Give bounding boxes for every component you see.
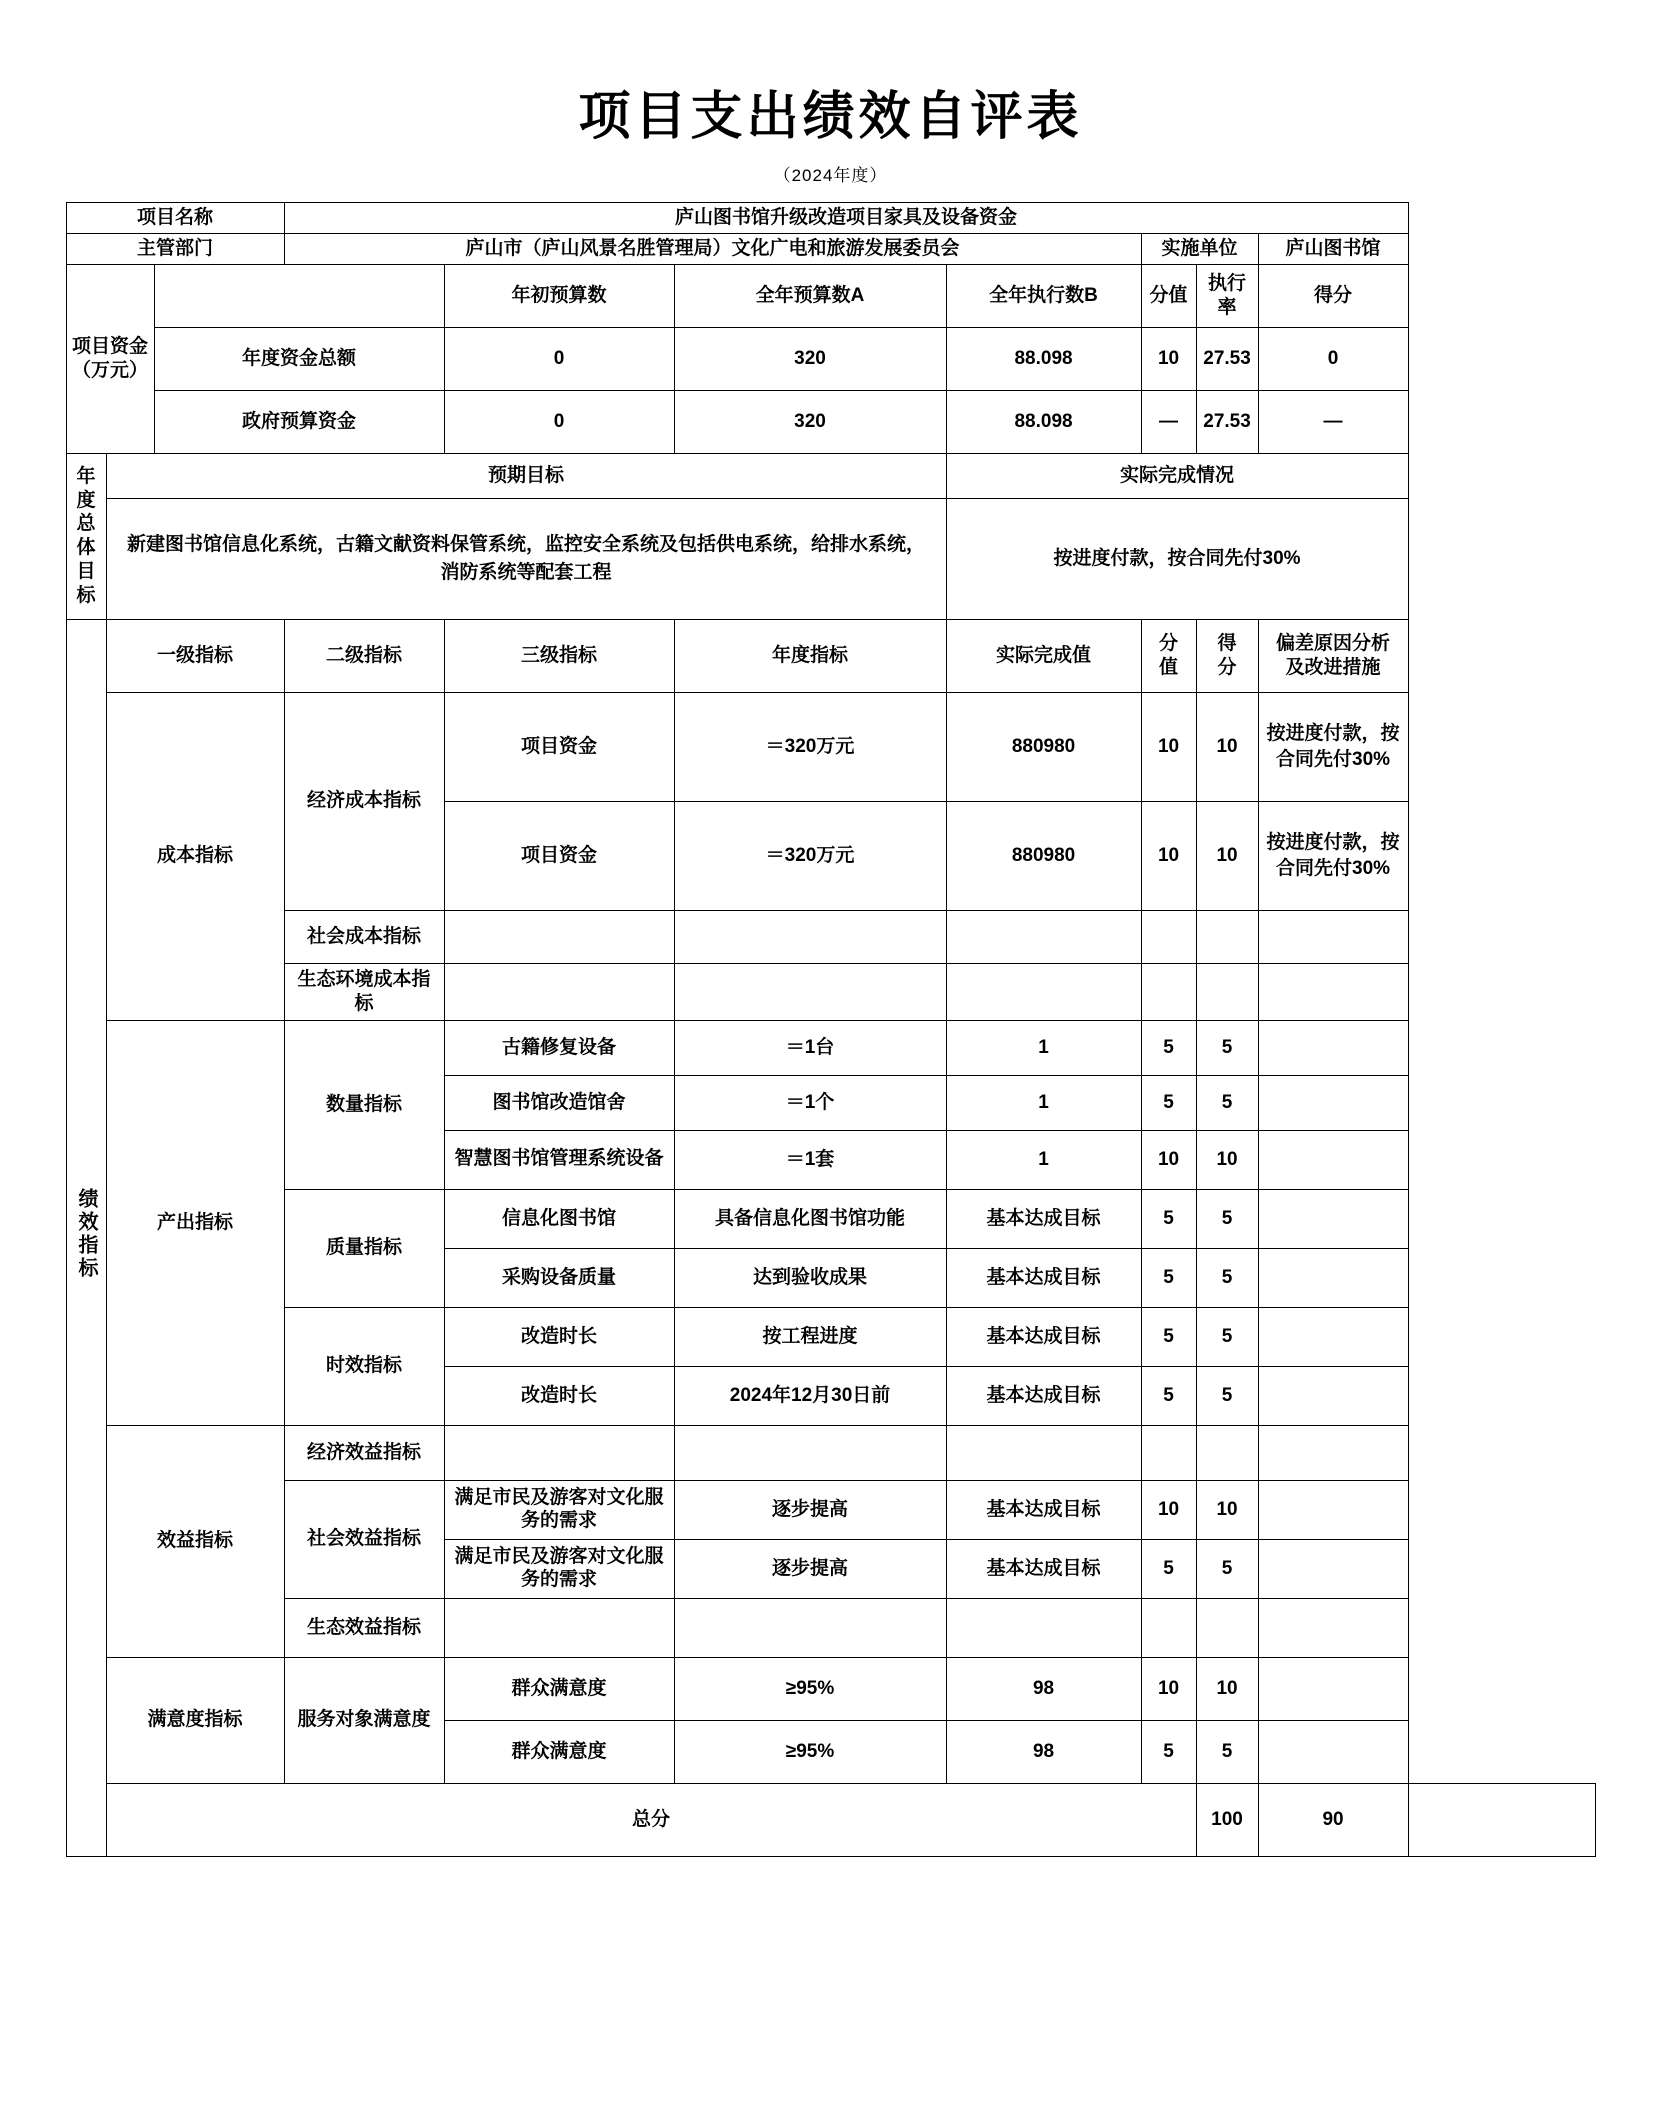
header-score-line2: 分 (1217, 656, 1237, 678)
level3-label (444, 963, 674, 1020)
score-value (1141, 1598, 1196, 1657)
actual-value: 基本达成目标 (946, 1189, 1141, 1248)
annual-target: ＝320万元 (674, 801, 946, 910)
header-level3: 三级指标 (444, 619, 674, 692)
page-title: 项目支出绩效自评表 (578, 89, 1083, 146)
table-row-total (66, 1783, 1595, 1856)
score: 10 (1196, 801, 1258, 910)
deviation-text (1258, 1020, 1408, 1075)
table-row (66, 1480, 1595, 1539)
department-label: 主管部门 (66, 233, 284, 264)
level3-label: 改造时长 (444, 1307, 674, 1366)
department-value: 庐山市（庐山风景名胜管理局）文化广电和旅游发展委员会 (284, 233, 1141, 264)
level3-label: 群众满意度 (444, 1657, 674, 1720)
level3-label: 满足市民及游客对文化服务的需求 (444, 1539, 674, 1598)
header-level2: 二级指标 (284, 619, 444, 692)
level2-social-cost: 社会成本指标 (284, 910, 444, 963)
score-value: 10 (1141, 801, 1196, 910)
actual-value: 98 (946, 1657, 1141, 1720)
annual-target: 按工程进度 (674, 1307, 946, 1366)
level1-cost: 成本指标 (106, 692, 284, 1020)
header-score-value (1141, 619, 1196, 692)
col-exec-rate: 执行率 (1196, 264, 1258, 327)
actual-result-text: 按进度付款，按合同先付30% (946, 498, 1408, 619)
deviation-text (1258, 1189, 1408, 1248)
funds-row-score: 0 (1258, 327, 1408, 390)
score: 5 (1196, 1248, 1258, 1307)
score: 5 (1196, 1307, 1258, 1366)
annual-target (674, 1425, 946, 1480)
funds-row-budget: 320 (674, 390, 946, 453)
level3-label: 信息化图书馆 (444, 1189, 674, 1248)
table-row (66, 1425, 1595, 1480)
level2-quality: 质量指标 (284, 1189, 444, 1307)
score-value: 5 (1141, 1366, 1196, 1425)
funds-row-exec: 88.098 (946, 327, 1141, 390)
actual-result-header: 实际完成情况 (946, 453, 1408, 498)
funds-label (66, 264, 154, 453)
deviation-text (1258, 1075, 1408, 1130)
table-row-funds-header (66, 264, 1595, 327)
actual-value: 基本达成目标 (946, 1480, 1141, 1539)
total-score: 90 (1258, 1783, 1408, 1856)
score (1196, 910, 1258, 963)
deviation-text (1258, 1130, 1408, 1189)
page-subtitle: （2024年度） (773, 166, 888, 185)
score-value: 5 (1141, 1539, 1196, 1598)
deviation-text (1258, 910, 1408, 963)
annual-target: 逐步提高 (674, 1539, 946, 1598)
annual-target: 2024年12月30日前 (674, 1366, 946, 1425)
total-score-value: 100 (1196, 1783, 1258, 1856)
score-value: 10 (1141, 1130, 1196, 1189)
funds-row-rate: 27.53 (1196, 327, 1258, 390)
table-row (66, 1189, 1595, 1248)
table-row (66, 1657, 1595, 1720)
score: 10 (1196, 1657, 1258, 1720)
level2-eco-benefit: 生态效益指标 (284, 1598, 444, 1657)
actual-value: 98 (946, 1720, 1141, 1783)
annual-target (674, 963, 946, 1020)
level2-quantity: 数量指标 (284, 1020, 444, 1189)
table-row (66, 963, 1595, 1020)
project-name-label: 项目名称 (66, 203, 284, 234)
annual-target (674, 910, 946, 963)
level3-label: 改造时长 (444, 1366, 674, 1425)
score-value: 5 (1141, 1248, 1196, 1307)
deviation-text (1258, 1539, 1408, 1598)
score: 5 (1196, 1539, 1258, 1598)
overall-label-line1: 年度 (76, 465, 96, 511)
funds-row-budget: 320 (674, 327, 946, 390)
score-value: 5 (1141, 1020, 1196, 1075)
table-row (66, 1020, 1595, 1075)
level3-label: 采购设备质量 (444, 1248, 674, 1307)
level3-label: 古籍修复设备 (444, 1020, 674, 1075)
actual-value: 1 (946, 1075, 1141, 1130)
header-score (1196, 619, 1258, 692)
deviation-text (1258, 1425, 1408, 1480)
overall-row-label (66, 453, 106, 619)
deviation-text (1258, 1720, 1408, 1783)
annual-target: ＝320万元 (674, 692, 946, 801)
actual-value: 基本达成目标 (946, 1248, 1141, 1307)
score-value (1141, 963, 1196, 1020)
score-value (1141, 910, 1196, 963)
level3-label: 图书馆改造馆舍 (444, 1075, 674, 1130)
header-deviation-line2: 及改进措施 (1285, 656, 1381, 678)
deviation-text (1258, 1307, 1408, 1366)
score: 5 (1196, 1720, 1258, 1783)
deviation-text (1258, 1248, 1408, 1307)
annual-target (674, 1598, 946, 1657)
deviation-text (1258, 1657, 1408, 1720)
expected-target-header: 预期目标 (106, 453, 946, 498)
implementing-unit-label: 实施单位 (1141, 233, 1258, 264)
indicator-side-label (66, 619, 106, 1856)
deviation-text (1258, 1598, 1408, 1657)
header-actual: 实际完成值 (946, 619, 1141, 692)
funds-row-score-value: 10 (1141, 327, 1196, 390)
table-row-funds-total (66, 327, 1595, 390)
funds-row-score-value: — (1141, 390, 1196, 453)
annual-target: ＝1套 (674, 1130, 946, 1189)
table-row (66, 1307, 1595, 1366)
score: 5 (1196, 1189, 1258, 1248)
header-annual: 年度指标 (674, 619, 946, 692)
col-score-value: 分值 (1141, 264, 1196, 327)
overall-label-line2: 总体 (76, 513, 96, 558)
score-value: 5 (1141, 1307, 1196, 1366)
level2-timeliness: 时效指标 (284, 1307, 444, 1425)
expected-target-text: 新建图书馆信息化系统，古籍文献资料保管系统，监控安全系统及包括供电系统，给排水系统，消防系统等配套工程 (106, 498, 946, 619)
annual-target: ＝1台 (674, 1020, 946, 1075)
annual-target: 达到验收成果 (674, 1248, 946, 1307)
annual-target: 具备信息化图书馆功能 (674, 1189, 946, 1248)
score-value (1141, 1425, 1196, 1480)
score-value: 5 (1141, 1075, 1196, 1130)
score: 5 (1196, 1020, 1258, 1075)
actual-value (946, 963, 1141, 1020)
actual-value: 基本达成目标 (946, 1307, 1141, 1366)
funds-row-name: 政府预算资金 (154, 390, 444, 453)
col-year-budget: 全年预算数A (674, 264, 946, 327)
funds-row-begin: 0 (444, 327, 674, 390)
level3-label (444, 1598, 674, 1657)
deviation-text: 按进度付款，按合同先付30% (1258, 692, 1408, 801)
table-row-project-name (66, 203, 1595, 234)
table-row-overall-header (66, 453, 1595, 498)
project-name-value: 庐山图书馆升级改造项目家具及设备资金 (284, 203, 1408, 234)
score (1196, 1425, 1258, 1480)
score: 5 (1196, 1366, 1258, 1425)
actual-value: 基本达成目标 (946, 1366, 1141, 1425)
actual-value: 1 (946, 1130, 1141, 1189)
score-value: 5 (1141, 1189, 1196, 1248)
funds-row-rate: 27.53 (1196, 390, 1258, 453)
level1-satisfaction: 满意度指标 (106, 1657, 284, 1783)
actual-value (946, 1425, 1141, 1480)
annual-target: ≥95% (674, 1720, 946, 1783)
level2-economic-benefit: 经济效益指标 (284, 1425, 444, 1480)
actual-value: 1 (946, 1020, 1141, 1075)
table-row-funds-gov (66, 390, 1595, 453)
deviation-text (1258, 963, 1408, 1020)
annual-target: ＝1个 (674, 1075, 946, 1130)
table-row-indicator-header (66, 619, 1595, 692)
score-value: 10 (1141, 1480, 1196, 1539)
header-score-line1: 得 (1217, 632, 1237, 654)
actual-value: 880980 (946, 801, 1141, 910)
overall-label-line3: 目标 (76, 560, 96, 606)
col-begin-budget: 年初预算数 (444, 264, 674, 327)
annual-target: ≥95% (674, 1657, 946, 1720)
level3-label: 智慧图书馆管理系统设备 (444, 1130, 674, 1189)
funds-label-line2: （万元） (71, 359, 148, 381)
score-value: 5 (1141, 1720, 1196, 1783)
header-score-value-line1: 分 (1159, 632, 1179, 654)
table-row (66, 1598, 1595, 1657)
level2-eco-cost: 生态环境成本指标 (284, 963, 444, 1020)
funds-label-line1: 项目资金 (71, 335, 148, 357)
table-row (66, 692, 1595, 801)
score (1196, 1598, 1258, 1657)
funds-row-exec: 88.098 (946, 390, 1141, 453)
actual-value: 基本达成目标 (946, 1539, 1141, 1598)
deviation-text (1258, 1480, 1408, 1539)
deviation-text (1258, 1366, 1408, 1425)
total-deviation (1408, 1783, 1595, 1856)
indicator-side-label-text: 绩效指标 (75, 1188, 97, 1281)
funds-row-begin: 0 (444, 390, 674, 453)
table-row-department (66, 233, 1595, 264)
performance-evaluation-table (66, 202, 1596, 1857)
score-value: 10 (1141, 1657, 1196, 1720)
actual-value (946, 1598, 1141, 1657)
deviation-text: 按进度付款，按合同先付30% (1258, 801, 1408, 910)
score: 10 (1196, 692, 1258, 801)
level2-economic-cost: 经济成本指标 (284, 692, 444, 910)
score: 10 (1196, 1130, 1258, 1189)
level2-service-satisfaction: 服务对象满意度 (284, 1657, 444, 1783)
level3-label: 群众满意度 (444, 1720, 674, 1783)
header-level1: 一级指标 (106, 619, 284, 692)
funds-row-name: 年度资金总额 (154, 327, 444, 390)
score: 5 (1196, 1075, 1258, 1130)
col-year-exec: 全年执行数B (946, 264, 1141, 327)
header-deviation (1258, 619, 1408, 692)
header-deviation-line1: 偏差原因分析 (1276, 632, 1391, 654)
score (1196, 963, 1258, 1020)
implementing-unit-value: 庐山图书馆 (1258, 233, 1408, 264)
score: 10 (1196, 1480, 1258, 1539)
table-row (66, 910, 1595, 963)
table-row-overall-content (66, 498, 1595, 619)
funds-blank-cell (154, 264, 444, 327)
total-label: 总分 (106, 1783, 1196, 1856)
level1-benefit: 效益指标 (106, 1425, 284, 1657)
funds-row-score: — (1258, 390, 1408, 453)
actual-value (946, 910, 1141, 963)
header-score-value-line2: 值 (1159, 656, 1179, 678)
level1-output: 产出指标 (106, 1020, 284, 1425)
level3-label (444, 910, 674, 963)
score-value: 10 (1141, 692, 1196, 801)
level3-label: 满足市民及游客对文化服务的需求 (444, 1480, 674, 1539)
level3-label: 项目资金 (444, 801, 674, 910)
actual-value: 880980 (946, 692, 1141, 801)
annual-target: 逐步提高 (674, 1480, 946, 1539)
level2-social-benefit: 社会效益指标 (284, 1480, 444, 1598)
level3-label: 项目资金 (444, 692, 674, 801)
col-score: 得分 (1258, 264, 1408, 327)
level3-label (444, 1425, 674, 1480)
